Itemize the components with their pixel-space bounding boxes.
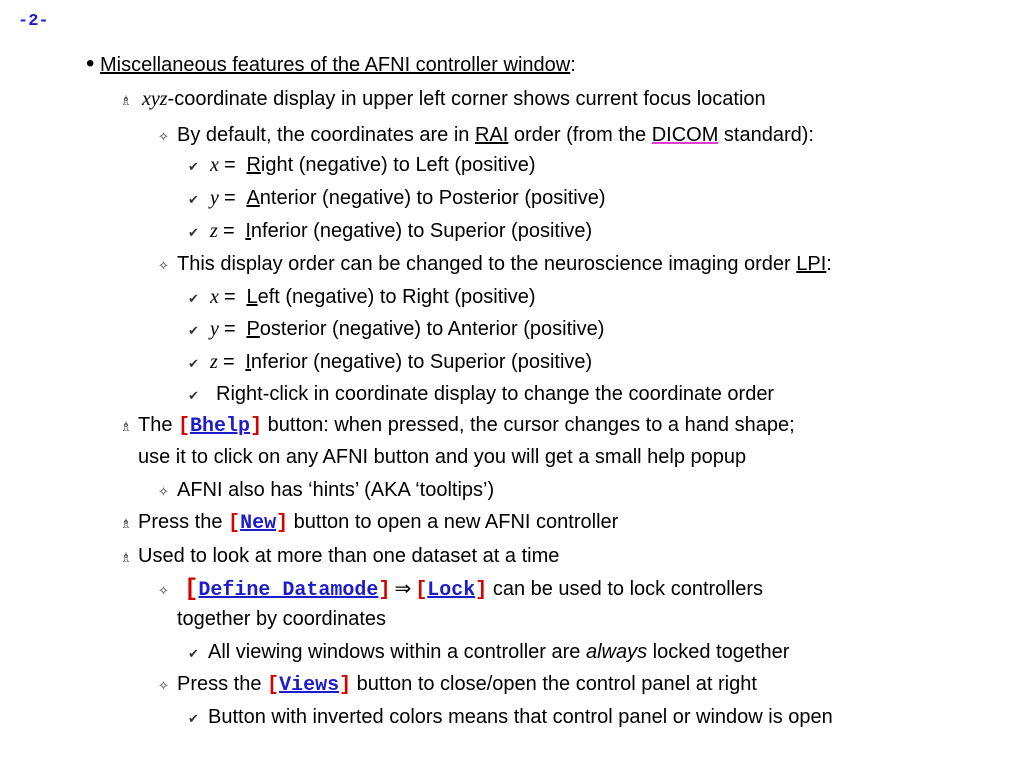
multiple-dataset-line: ♗ Used to look at more than one dataset at a time — [120, 544, 559, 571]
new-button[interactable]: [New] — [228, 512, 289, 535]
lock-line-continued: together by coordinates — [177, 608, 387, 630]
heading-line: • Miscellaneous features of the AFNI controller window: — [86, 50, 576, 77]
define-datamode-button[interactable]: [Define Datamode] — [184, 576, 391, 603]
z-lpi-line: ✔ z = Inferior (negative) to Superior (positive) — [188, 350, 592, 377]
lpi-line: ✧ This display order can be changed to the neuroscience imaging order LPI: — [158, 252, 832, 279]
bhelp-line-continued: use it to click on any AFNI button and you will get a small help popup — [138, 446, 747, 468]
diamond-bullet-icon: ✧ — [158, 485, 169, 500]
lock-line: ✧ [Define Datamode] ⇒ [Lock] can be used to lock controllers — [158, 576, 763, 603]
check-bullet-icon: ✔ — [188, 226, 199, 241]
dicom-link[interactable]: DICOM — [651, 124, 719, 146]
check-bullet-icon: ✔ — [188, 389, 199, 404]
check-bullet-icon: ✔ — [188, 324, 199, 339]
views-button[interactable]: [Views] — [267, 674, 352, 697]
check-bullet-icon: ✔ — [188, 712, 199, 727]
y-rai-line: ✔ y = Anterior (negative) to Posterior (positive) — [188, 186, 606, 213]
new-line: ♗ Press the [New] button to open a new AFNI controller — [120, 511, 619, 535]
hints-line: ✧ AFNI also has ‘hints’ (AKA ‘tooltips’) — [158, 478, 494, 505]
bhelp-button[interactable]: [Bhelp] — [178, 415, 263, 438]
bullet-icon: ♗ — [120, 94, 132, 109]
check-bullet-icon: ✔ — [188, 160, 199, 175]
views-line: ✧ Press the [Views] button to close/open the control panel at right — [158, 673, 757, 697]
inverted-colors-line: ✔ Button with inverted colors means that control panel or window is open — [188, 705, 833, 732]
diamond-bullet-icon: ✧ — [158, 679, 169, 694]
bullet-icon: ♗ — [120, 420, 132, 435]
check-bullet-icon: ✔ — [188, 647, 199, 662]
diamond-bullet-icon: ✧ — [158, 584, 169, 599]
section-title: Miscellaneous features of the AFNI controller window — [99, 54, 571, 76]
bullet-icon: ♗ — [120, 551, 132, 566]
check-bullet-icon: ✔ — [188, 292, 199, 307]
rai-link[interactable]: RAI — [474, 124, 509, 146]
check-bullet-icon: ✔ — [188, 193, 199, 208]
x-lpi-line: ✔ x = Left (negative) to Right (positive) — [188, 285, 535, 312]
diamond-bullet-icon: ✧ — [158, 259, 169, 274]
rai-line: ✧ By default, the coordinates are in RAI order (from the DICOM standard): — [158, 123, 814, 150]
check-bullet-icon: ✔ — [188, 357, 199, 372]
lpi-link[interactable]: LPI — [796, 253, 827, 275]
bhelp-line: ♗ The [Bhelp] button: when pressed, the cursor changes to a hand shape; — [120, 414, 795, 438]
xyz-line: ♗ xyz-coordinate display in upper left corner shows current focus location — [120, 87, 766, 114]
x-rai-line: ✔ x = Right (negative) to Left (positive) — [188, 153, 536, 180]
bullet: • — [86, 50, 95, 77]
page-number: -2- — [18, 12, 49, 31]
right-click-line: ✔ Right-click in coordinate display to change the coordinate order — [188, 382, 774, 409]
xyz-var: xyz — [142, 88, 168, 110]
bullet-icon: ♗ — [120, 517, 132, 532]
diamond-bullet-icon: ✧ — [158, 130, 169, 145]
y-lpi-line: ✔ y = Posterior (negative) to Anterior (positive) — [188, 317, 604, 344]
z-rai-line: ✔ z = Inferior (negative) to Superior (positive) — [188, 219, 592, 246]
lock-button[interactable]: [Lock] — [415, 579, 488, 602]
always-locked-line: ✔ All viewing windows within a controller are always locked together — [188, 640, 789, 667]
implies-arrow-icon: ⇒ — [394, 576, 412, 600]
